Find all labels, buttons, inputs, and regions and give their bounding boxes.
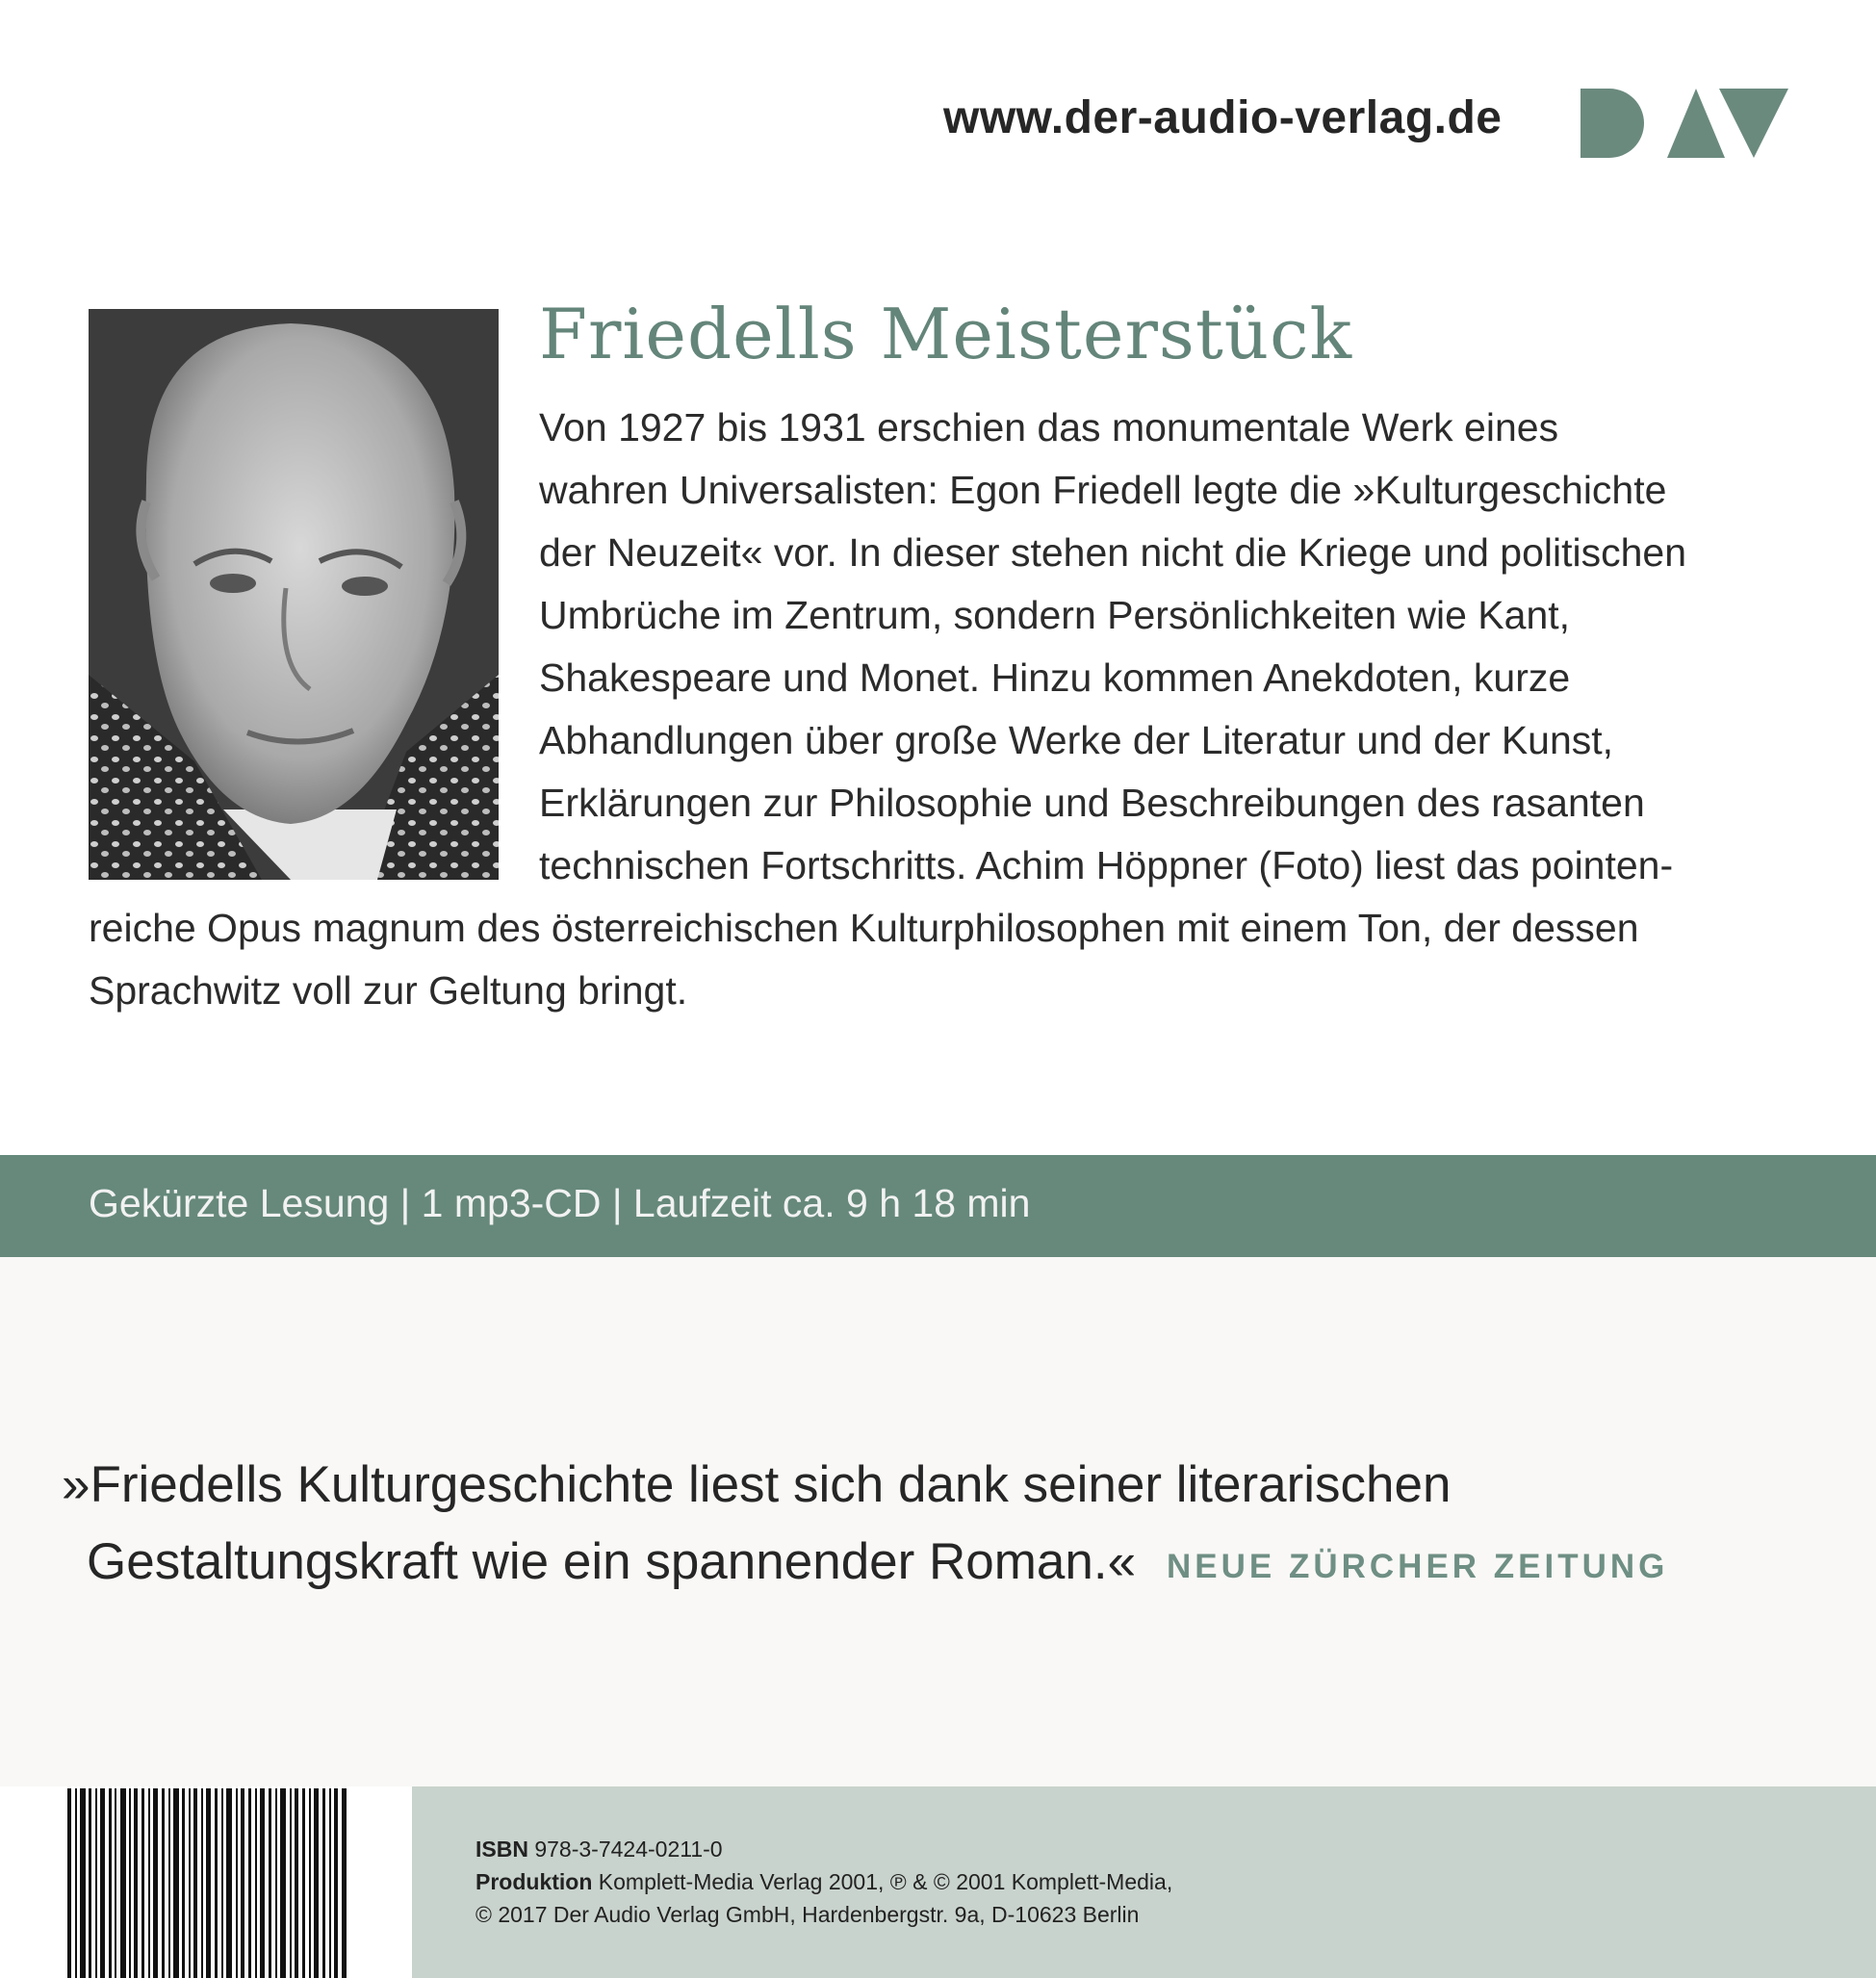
description-line: reiche Opus magnum des österreichischen Kulturphilosophen mit einem Ton, der dessen [89,906,1639,950]
description-line: Abhandlungen über große Werke der Literatur und der Kunst, [539,718,1614,762]
production-value: Komplett-Media Verlag 2001, ℗ & © 2001 Komplett-Media, [598,1869,1173,1894]
production-label: Produktion [475,1869,593,1894]
isbn-value: 978-3-7424-0211-0 [534,1837,723,1862]
press-quote-line: Gestaltungskraft wie ein spannender Roman.« [87,1533,1137,1590]
copyright-line: © 2017 Der Audio Verlag GmbH, Hardenbergstr. 9a, D-10623 Berlin [475,1902,1140,1927]
production-line [475,1869,1172,1895]
portrait-illustration [89,309,499,880]
product-info: Gekürzte Lesung | 1 mp3-CD | Laufzeit ca. 9 h 18 min [89,1181,1031,1225]
dav-logo [1580,89,1788,158]
headline: Friedells Meisterstück [539,294,1353,374]
isbn-label: ISBN [475,1837,528,1862]
description-line: wahren Universalisten: Egon Friedell legte die »Kulturgeschichte [539,468,1667,512]
description-line: Shakespeare und Monet. Hinzu kommen Anekdoten, kurze [539,655,1571,700]
description-line: der Neuzeit« vor. In dieser stehen nicht die Kriege und politischen [539,530,1687,575]
narrator-portrait [89,309,499,880]
description-line: Erklärungen zur Philosophie und Beschreibungen des rasanten [539,781,1645,825]
press-quote-line: »Friedells Kulturgeschichte liest sich dank seiner literarischen [62,1456,1452,1513]
quote-section [0,1257,1876,1786]
isbn-line [475,1837,723,1862]
quote-source: NEUE ZÜRCHER ZEITUNG [1167,1548,1669,1585]
description-line: Von 1927 bis 1931 erschien das monumentale Werk eines [539,405,1559,450]
description-line: technischen Fortschritts. Achim Höppner (Foto) liest das pointen- [539,843,1674,887]
description-line: Sprachwitz voll zur Geltung bringt. [89,968,688,1013]
barcode [65,1788,348,1978]
website-url[interactable]: www.der-audio-verlag.de [943,92,1503,143]
description-line: Umbrüche im Zentrum, sondern Persönlichkeiten wie Kant, [539,593,1571,637]
